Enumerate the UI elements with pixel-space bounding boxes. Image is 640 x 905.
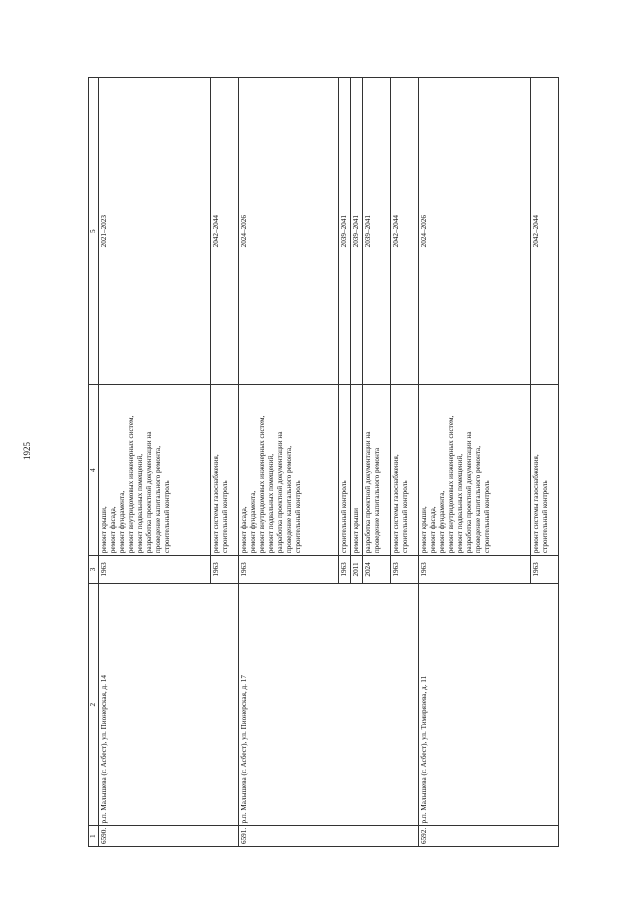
- work-item: ремонт фундамента,: [118, 490, 126, 554]
- period-cell: 2039–2041: [339, 78, 351, 385]
- table-body: [99, 78, 559, 847]
- period-cell: 2039–2041: [363, 78, 391, 385]
- rotated-table-wrapper: [88, 77, 549, 847]
- work-item: строительный контроль: [483, 480, 491, 554]
- works-cell: [239, 385, 339, 556]
- period-cell: 2021–2023: [99, 78, 211, 385]
- work-item: ремонт системы газоснабжения,: [392, 454, 400, 554]
- work-item: строительный контроль: [340, 480, 348, 554]
- period-cell: 2039–2041: [351, 78, 363, 385]
- address-cell: р.п. Малышева (г. Асбест), ул. Пионерская, д. 17: [239, 583, 419, 826]
- address-cell: р.п. Малышева (г. Асбест), ул. Тимирязева, д. 11: [419, 583, 559, 826]
- period-cell: 2042–2044: [211, 78, 239, 385]
- works-cell: [531, 385, 559, 556]
- work-item: проведение капитального ремонта,: [285, 445, 293, 554]
- work-item: ремонт системы газоснабжения,: [532, 454, 540, 554]
- work-item: строительный контроль: [294, 480, 302, 554]
- year-cell: 1963: [391, 556, 419, 584]
- works-cell: [99, 385, 211, 556]
- work-item: ремонт крыши,: [420, 506, 428, 554]
- work-item: ремонт фасада,: [240, 506, 248, 554]
- work-item: ремонт фундамента,: [438, 490, 446, 554]
- work-item: ремонт крыши,: [100, 506, 108, 554]
- row-number: 6590.: [99, 826, 239, 847]
- year-cell: 1963: [239, 556, 339, 584]
- work-item: ремонт внутридомовых инженерных систем,: [447, 415, 455, 554]
- column-number: 2: [89, 583, 99, 826]
- work-item: ремонт фундамента,: [249, 490, 257, 554]
- work-item: разработка проектной документации на: [364, 431, 372, 554]
- period-cell: 2024–2026: [419, 78, 531, 385]
- work-item: ремонт внутридомовых инженерных систем,: [258, 415, 266, 554]
- work-item: разработка проектной документации на: [465, 431, 473, 554]
- work-item: ремонт системы газоснабжения,: [212, 454, 220, 554]
- work-item: проведение капитального ремонта,: [154, 445, 162, 554]
- year-cell: 1963: [339, 556, 351, 584]
- work-item: проведение капитального ремонта,: [474, 445, 482, 554]
- works-cell: [351, 385, 363, 556]
- table-row: [419, 78, 531, 847]
- year-cell: 1963: [419, 556, 531, 584]
- work-item: разработка проектной документации на: [145, 431, 153, 554]
- page-number: 1925: [22, 442, 32, 460]
- work-item: ремонт внутридомовых инженерных систем,: [127, 415, 135, 554]
- work-item: строительный контроль: [221, 480, 229, 554]
- work-item: строительный контроль: [401, 480, 409, 554]
- column-number: 5: [89, 78, 99, 385]
- table-row: [239, 78, 339, 847]
- column-number: 1: [89, 826, 99, 847]
- row-number: 6592.: [419, 826, 559, 847]
- work-item: строительный контроль: [541, 480, 549, 554]
- column-number: 4: [89, 385, 99, 556]
- work-item: ремонт фасада,: [429, 506, 437, 554]
- works-cell: [363, 385, 391, 556]
- period-cell: 2042–2044: [391, 78, 419, 385]
- year-cell: 2024: [363, 556, 391, 584]
- year-cell: 2011: [351, 556, 363, 584]
- period-cell: 2024–2026: [239, 78, 339, 385]
- works-cell: [339, 385, 351, 556]
- work-item: ремонт фасада,: [109, 506, 117, 554]
- row-number: 6591.: [239, 826, 419, 847]
- works-cell: [211, 385, 239, 556]
- work-item: ремонт подвальных помещений,: [136, 453, 144, 554]
- work-item: строительный контроль: [163, 480, 171, 554]
- work-item: проведение капитального ремонта: [373, 447, 381, 554]
- year-cell: 1963: [531, 556, 559, 584]
- address-cell: р.п. Малышева (г. Асбест), ул. Пионерская, д. 14: [99, 583, 239, 826]
- column-number: 3: [89, 556, 99, 584]
- works-cell: [391, 385, 419, 556]
- works-cell: [419, 385, 531, 556]
- repair-schedule-table: [88, 77, 559, 847]
- work-item: ремонт крыши: [352, 508, 360, 554]
- work-item: разработка проектной документации на: [276, 431, 284, 554]
- table-row: [99, 78, 211, 847]
- year-cell: 1963: [211, 556, 239, 584]
- period-cell: 2042–2044: [531, 78, 559, 385]
- work-item: ремонт подвальных помещений,: [456, 453, 464, 554]
- column-number-row: [89, 78, 99, 847]
- year-cell: 1963: [99, 556, 211, 584]
- work-item: ремонт подвальных помещений,: [267, 453, 275, 554]
